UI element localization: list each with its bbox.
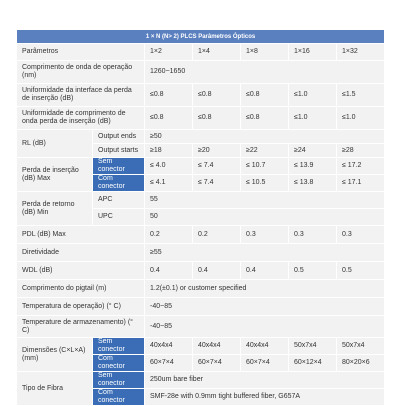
cell: 40x4x4 xyxy=(241,338,289,355)
row-value: SMF-28e with 0.9mm tight buffered fiber, G657A xyxy=(145,389,385,406)
title-row xyxy=(17,30,385,44)
cell: 0.4 xyxy=(193,262,241,280)
row-label: RL (dB) xyxy=(17,130,93,158)
rl-ends-row xyxy=(17,130,385,144)
wdl-row xyxy=(17,262,385,280)
row-label: Diretividade xyxy=(17,244,145,262)
cell: 0.3 xyxy=(241,226,289,244)
wavelength-row xyxy=(17,61,385,84)
cell: ≤0.8 xyxy=(145,84,193,107)
row-label: Tipo de Fibra xyxy=(17,372,93,406)
cell: ≤ 13.9 xyxy=(289,158,337,175)
sub-label: UPC xyxy=(93,209,145,226)
row-label: PDL (dB) Max xyxy=(17,226,145,244)
row-label: Temperature de armazenamento) (° C) xyxy=(17,316,145,338)
cell: ≤ 4.1 xyxy=(145,175,193,192)
wl-uniformity-row xyxy=(17,107,385,130)
cell: ≤1.0 xyxy=(337,107,385,130)
il-uniformity-row xyxy=(17,84,385,107)
com-conector-label: Com conector xyxy=(93,175,145,192)
cell: 0.3 xyxy=(289,226,337,244)
row-label: WDL (dB) xyxy=(17,262,145,280)
cell: ≥18 xyxy=(145,144,193,158)
header-col: 1×16 xyxy=(289,44,337,61)
cell: 0.2 xyxy=(145,226,193,244)
cell: ≤ 7.4 xyxy=(193,175,241,192)
cell: 50x7x4 xyxy=(337,338,385,355)
cell: 60×7×4 xyxy=(145,355,193,372)
storage-temp-row xyxy=(17,316,385,338)
cell: 60×7×4 xyxy=(193,355,241,372)
row-label: Temperatura de operação) (° C) xyxy=(17,298,145,316)
cell: ≤ 17.2 xyxy=(337,158,385,175)
row-value: ≥55 xyxy=(145,244,385,262)
cell: ≥22 xyxy=(241,144,289,158)
fiber-sem-row xyxy=(17,372,385,389)
cell: ≤0.8 xyxy=(145,107,193,130)
sem-conector-label: Sem conector xyxy=(93,338,145,355)
row-value: 55 xyxy=(145,192,385,209)
com-conector-label: Com conector xyxy=(93,389,145,406)
header-row xyxy=(17,44,385,61)
spec-table-container xyxy=(16,29,384,406)
header-col: 1×2 xyxy=(145,44,193,61)
pigtail-row xyxy=(17,280,385,298)
row-value: 1.2(±0.1) or customer specified xyxy=(145,280,385,298)
cell: 60×7×4 xyxy=(241,355,289,372)
com-conector-label: Com conector xyxy=(93,355,145,372)
cell: 40x4x4 xyxy=(145,338,193,355)
cell: 40x4x4 xyxy=(193,338,241,355)
cell: 0.3 xyxy=(337,226,385,244)
row-value: -40~85 xyxy=(145,298,385,316)
directivity-row xyxy=(17,244,385,262)
cell: 0.2 xyxy=(193,226,241,244)
cell: ≤ 13.8 xyxy=(289,175,337,192)
cell: ≤0.8 xyxy=(193,107,241,130)
row-label: Comprimento de onda de operação (nm) xyxy=(17,61,145,84)
sub-label: APC xyxy=(93,192,145,209)
row-label: Perda de inserção (dB) Max xyxy=(17,158,93,192)
cell: ≤1.0 xyxy=(289,107,337,130)
row-label: Uniformidade da interface da perda de inserção (dB) xyxy=(17,84,145,107)
cell: ≤1.5 xyxy=(337,84,385,107)
cell: ≤ 10.7 xyxy=(241,158,289,175)
cell: ≤ 4.0 xyxy=(145,158,193,175)
cell: ≤0.8 xyxy=(241,107,289,130)
cell: ≥28 xyxy=(337,144,385,158)
header-col: 1×8 xyxy=(241,44,289,61)
header-label: Parâmetros xyxy=(17,44,145,61)
cell: 0.4 xyxy=(241,262,289,280)
row-value: 50 xyxy=(145,209,385,226)
cell: ≥20 xyxy=(193,144,241,158)
header-col: 1×32 xyxy=(337,44,385,61)
row-label: Dimensões (C×L×A) (mm) xyxy=(17,338,93,372)
sem-conector-label: Sem conector xyxy=(93,158,145,175)
row-label: Comprimento do pigtail (m) xyxy=(17,280,145,298)
cell: ≤ 7.4 xyxy=(193,158,241,175)
row-value: -40~85 xyxy=(145,316,385,338)
row-value: 1260~1650 xyxy=(145,61,385,84)
cell: ≤ 10.5 xyxy=(241,175,289,192)
cell: ≥24 xyxy=(289,144,337,158)
row-value: 250um bare fiber xyxy=(145,372,385,389)
optical-parameters-table xyxy=(16,29,385,406)
sub-label: Output ends xyxy=(93,130,145,144)
op-temp-row xyxy=(17,298,385,316)
row-label: Uniformidade de comprimento de onda perda de inserção (dB) xyxy=(17,107,145,130)
cell: 50x7x4 xyxy=(289,338,337,355)
cell: 0.4 xyxy=(145,262,193,280)
row-value: ≥50 xyxy=(145,130,385,144)
cell: ≤0.8 xyxy=(241,84,289,107)
cell: 80×20×6 xyxy=(337,355,385,372)
il-max-sem-row xyxy=(17,158,385,175)
header-col: 1×4 xyxy=(193,44,241,61)
cell: 0.5 xyxy=(289,262,337,280)
pdl-row xyxy=(17,226,385,244)
return-loss-apc-row xyxy=(17,192,385,209)
cell: ≤ 17.1 xyxy=(337,175,385,192)
cell: ≤0.8 xyxy=(193,84,241,107)
sem-conector-label: Sem conector xyxy=(93,372,145,389)
cell: 60×12×4 xyxy=(289,355,337,372)
sub-label: Output starts xyxy=(93,144,145,158)
table-title: 1 × N (N> 2) PLCS Parâmetros Ópticos xyxy=(17,30,385,44)
row-label: Perda de retorno (dB) Min xyxy=(17,192,93,226)
cell: ≤1.0 xyxy=(289,84,337,107)
cell: 0.5 xyxy=(337,262,385,280)
dimensions-sem-row xyxy=(17,338,385,355)
